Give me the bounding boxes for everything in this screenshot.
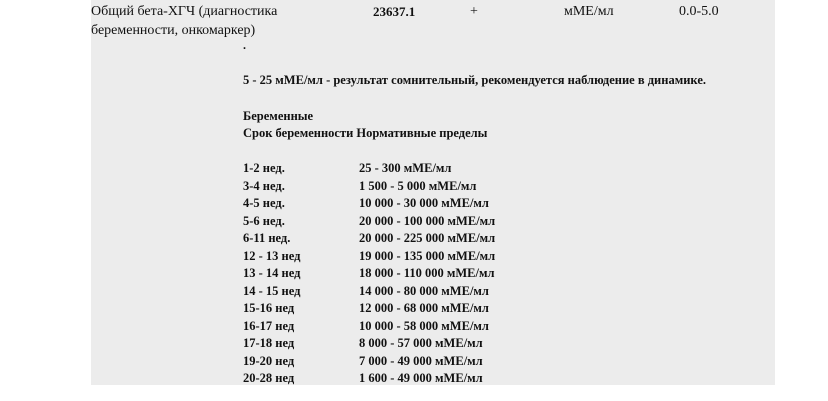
norm-range: 10 000 - 30 000 мМЕ/мл xyxy=(359,196,489,210)
norm-range: 18 000 - 110 000 мМЕ/мл xyxy=(359,266,495,280)
norm-range: 10 000 - 58 000 мМЕ/мл xyxy=(359,318,489,333)
norm-term: 14 - 15 нед xyxy=(243,283,301,298)
norm-term: 12 - 13 нед xyxy=(243,248,301,263)
norm-range: 25 - 300 мМЕ/мл xyxy=(359,161,452,175)
norm-term: 3-4 нед. xyxy=(243,178,285,193)
norm-range: 20 000 - 100 000 мМЕ/мл xyxy=(359,213,496,228)
test-flag: + xyxy=(470,4,478,19)
norm-term: 5-6 нед. xyxy=(243,213,285,228)
test-unit: мМЕ/мл xyxy=(564,4,614,19)
norm-term: 1-2 нед. xyxy=(243,161,285,175)
pregnancy-columns xyxy=(243,125,487,142)
norm-range: 20 000 - 225 000 мМЕ/мл xyxy=(359,231,496,245)
norm-range: 8 000 - 57 000 мМЕ/мл xyxy=(359,336,483,350)
column-range: Нормативные пределы xyxy=(356,126,488,140)
norm-term: 4-5 нед. xyxy=(243,196,285,210)
norm-range: 1 600 - 49 000 мМЕ/мл xyxy=(359,371,483,385)
norm-term: 17-18 нед xyxy=(243,336,295,350)
norm-term: 20-28 нед xyxy=(243,371,295,385)
norm-range: 12 000 - 68 000 мМЕ/мл xyxy=(359,301,489,315)
pregnancy-title: Беременные xyxy=(243,109,314,123)
pregnancy-header xyxy=(243,108,487,142)
norm-term: 16-17 нед xyxy=(243,318,295,333)
test-name: Общий бета-ХГЧ (диагностика беременности, онкомаркер) xyxy=(91,4,278,38)
norm-term: 13 - 14 нед xyxy=(243,266,301,280)
norm-range: 7 000 - 49 000 мМЕ/мл xyxy=(359,353,483,368)
norm-range: 19 000 - 135 000 мМЕ/мл xyxy=(359,248,496,263)
norm-term: 6-11 нед. xyxy=(243,231,291,245)
interpretation-note: 5 - 25 мМЕ/мл - результат сомнительный, рекомендуется наблюдение в динамике. xyxy=(243,73,706,87)
norm-term: 19-20 нед xyxy=(243,353,295,368)
test-value: 23637.1 xyxy=(373,4,416,19)
norm-range: 14 000 - 80 000 мМЕ/мл xyxy=(359,283,489,298)
test-reference-range: 0.0-5.0 xyxy=(679,4,719,19)
norm-term: 15-16 нед xyxy=(243,301,295,315)
column-term: Срок беременности xyxy=(243,126,354,140)
separator-dot: . xyxy=(243,38,246,52)
norm-range: 1 500 - 5 000 мМЕ/мл xyxy=(359,178,477,193)
